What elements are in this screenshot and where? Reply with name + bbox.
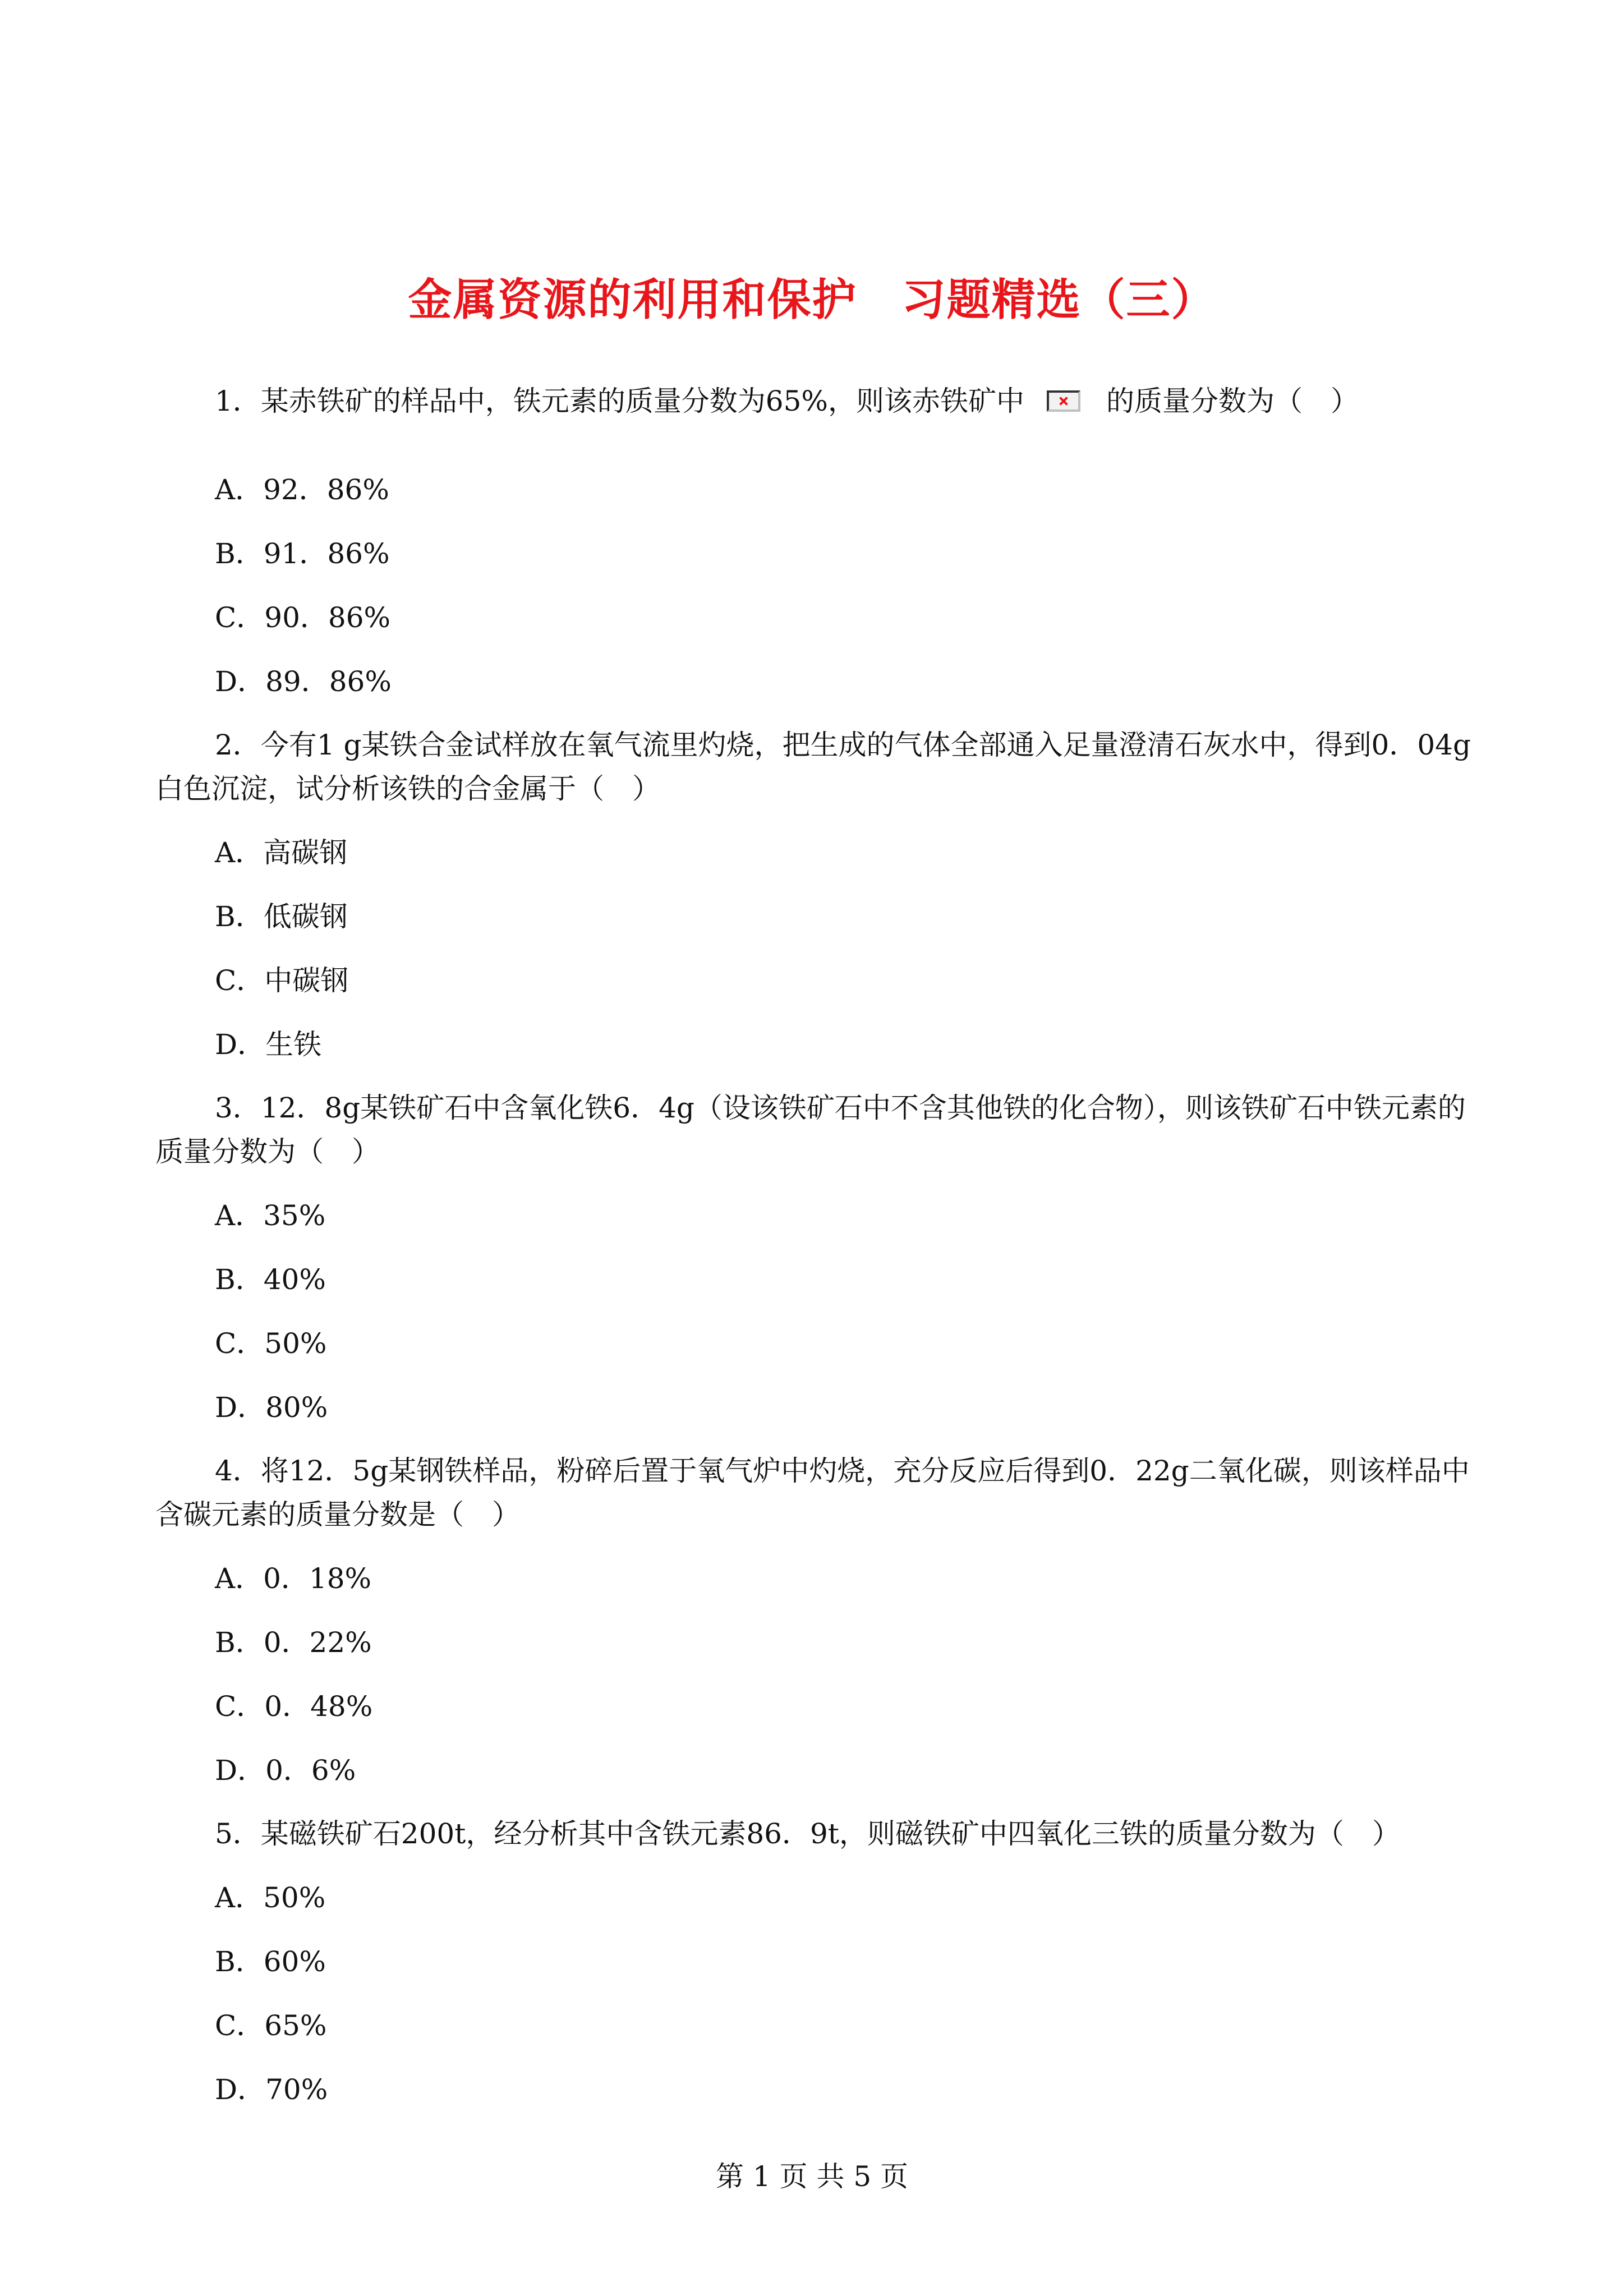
question-1-stem-text: 1．某赤铁矿的样品中，铁元素的质量分数为65%，则该赤铁矿中: [215, 385, 1024, 417]
question-2-option-d: D．生铁: [215, 1028, 322, 1061]
question-4-option-c: C．0．48%: [215, 1690, 373, 1723]
question-3-option-c: C．50%: [215, 1327, 327, 1360]
page-title: 金属资源的利用和保护 习题精选（三）: [408, 274, 1216, 325]
question-1-stem: [215, 387, 1359, 415]
question-4-option-b: B．0．22%: [215, 1626, 372, 1659]
question-2-option-a: A．高碳钢: [215, 836, 348, 869]
question-5-option-c: C．65%: [215, 2009, 327, 2042]
question-2-option-b: B．低碳钢: [215, 900, 348, 933]
question-5-stem: 5．某磁铁矿石200t，经分析其中含铁元素86．9t，则磁铁矿中四氧化三铁的质量分数为（ ）: [215, 1818, 1400, 1850]
question-5-option-b: B．60%: [215, 1945, 326, 1978]
question-4-stem-line1: 4．将12．5g某钢铁样品，粉碎后置于氧气炉中灼烧，充分反应后得到0．22g二氧化碳，则该样品中: [215, 1455, 1470, 1487]
question-1-option-d: D．89．86%: [215, 665, 392, 698]
question-4-option-d: D．0．6%: [215, 1754, 356, 1787]
question-1-option-a: A．92．86%: [215, 473, 389, 506]
question-2-stem-line1: 2．今有1 g某铁合金试样放在氧气流里灼烧，把生成的气体全部通入足量澄清石灰水中，得到0．04g: [215, 729, 1471, 761]
question-1-stem-text-end: 的质量分数为（ ）: [1106, 385, 1359, 417]
question-3-stem-line1: 3．12．8g某铁矿石中含氧化铁6．4g（设该铁矿石中不含其他铁的化合物），则该铁矿石中铁元素的: [215, 1092, 1466, 1124]
question-1-option-c: C．90．86%: [215, 601, 391, 634]
question-3-option-a: A．35%: [215, 1199, 326, 1232]
question-3-option-d: D．80%: [215, 1391, 328, 1424]
question-1-option-b: B．91．86%: [215, 537, 390, 570]
question-5-option-d: D．70%: [215, 2073, 328, 2106]
question-3-option-b: B．40%: [215, 1263, 326, 1296]
question-3-stem-line2: 质量分数为（ ）: [155, 1135, 380, 1168]
question-5-option-a: A．50%: [215, 1881, 326, 1914]
broken-image-icon: [1047, 390, 1080, 412]
question-2-stem-line2: 白色沉淀，试分析该铁的合金属于（ ）: [155, 772, 660, 805]
question-4-stem-line2: 含碳元素的质量分数是（ ）: [155, 1498, 520, 1531]
question-2-option-c: C．中碳钢: [215, 964, 349, 997]
page-footer: 第 1 页 共 5 页: [715, 2160, 909, 2193]
question-4-option-a: A．0．18%: [215, 1562, 372, 1595]
